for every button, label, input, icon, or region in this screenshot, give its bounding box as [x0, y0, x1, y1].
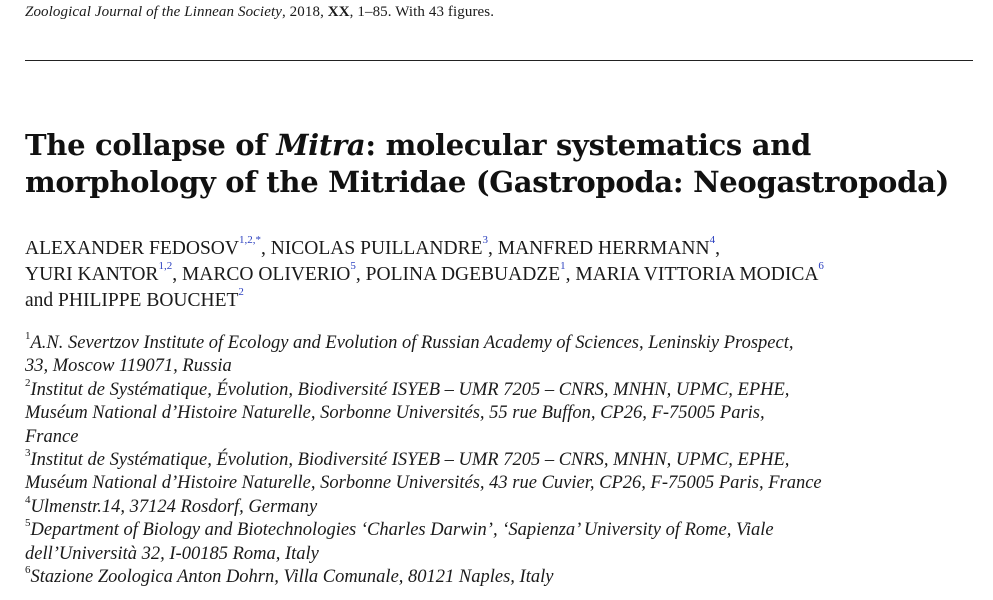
- affiliation-number: 5: [25, 517, 31, 530]
- affiliation-text: Department of Biology and Biotechnologies ‘Charles Darwin’, ‘Sapienza’ University of Rome, Viale: [30, 520, 774, 541]
- title-genus: Mitra: [276, 128, 366, 162]
- header-divider: [25, 60, 973, 61]
- affiliation-text: Stazione Zoologica Anton Dohrn, Villa Comunale, 80121 Naples, Italy: [30, 567, 554, 588]
- title-line-2: morphology of the Mitridae (Gastropoda: Neogastropoda): [25, 165, 949, 199]
- affiliation-list: [25, 332, 985, 589]
- author-list: [25, 236, 985, 314]
- affiliation-text: Muséum National d’Histoire Naturelle, Sorbonne Universités, 55 rue Buffon, CP26, F-75005 Paris,: [25, 403, 765, 424]
- affiliation-number: 3: [25, 447, 31, 460]
- author-affiliation-link[interactable]: 1: [560, 260, 566, 272]
- affiliation-number: 4: [25, 493, 31, 506]
- author-affiliation-link[interactable]: 2: [238, 286, 244, 298]
- affiliation-number: 6: [25, 564, 31, 577]
- affiliation-item: [25, 519, 985, 566]
- title-part-1: The collapse of: [25, 128, 277, 162]
- author-line-2: YURI KANTOR$^{1,2}$, MARCO OLIVERIO$^5$, POLINA DGEBUADZE$^1$, MARIA VITTORIA MODICA$^6$: [25, 260, 824, 285]
- journal-year: , 2018,: [281, 4, 328, 20]
- author-affiliation-link[interactable]: 6: [818, 260, 824, 272]
- affiliation-item: [25, 332, 985, 379]
- affiliation-item: [25, 449, 985, 496]
- affiliation-text: Institut de Systématique, Évolution, Biodiversité ISYEB – UMR 7205 – CNRS, MNHN, UPMC, EPHE,: [30, 450, 790, 471]
- journal-pages: , 1–85. With 43 figures.: [349, 4, 495, 20]
- affiliation-text: Ulmenstr.14, 37124 Rosdorf, Germany: [30, 496, 318, 517]
- author-name: MANFRED HERRMANN: [497, 238, 710, 259]
- author-affiliation-link[interactable]: 3: [482, 234, 489, 246]
- affiliation-text: 33, Moscow 119071, Russia: [25, 356, 232, 377]
- author-affiliation-link[interactable]: 1,2,*: [238, 234, 261, 246]
- author-line-3: [25, 288, 985, 314]
- author-affiliation-link[interactable]: 4: [709, 234, 716, 246]
- affiliation-item: [25, 566, 985, 589]
- author-affiliation-link[interactable]: 1,2: [158, 260, 173, 272]
- affiliation-text: Institut de Systématique, Évolution, Biodiversité ISYEB – UMR 7205 – CNRS, MNHN, UPMC, EPHE,: [30, 379, 790, 400]
- affiliation-text: A.N. Severtzov Institute of Ecology and Evolution of Russian Academy of Sciences, Leninskiy Prospect,: [30, 333, 794, 353]
- affiliation-item: [25, 493, 985, 519]
- affiliation-number: 2: [25, 376, 31, 389]
- author-name: NICOLAS PUILLANDRE: [270, 238, 483, 259]
- affiliation-text: France: [25, 426, 79, 447]
- author-name: YURI KANTOR: [25, 264, 159, 285]
- author-affiliation-link[interactable]: 5: [350, 260, 356, 272]
- author-name: POLINA DGEBUADZE: [365, 264, 561, 285]
- author-name: MARIA VITTORIA MODICA: [575, 264, 819, 285]
- affiliation-item: [25, 376, 985, 449]
- title-part-2: : molecular systematics and: [365, 128, 811, 162]
- affiliation-number: 1: [25, 330, 31, 342]
- title-line-1: [25, 127, 975, 164]
- journal-name: Zoological Journal of the Linnean Society: [25, 4, 282, 20]
- affiliation-text: dell’Università 32, I-00185 Roma, Italy: [25, 543, 319, 564]
- journal-citation-header: [25, 4, 494, 21]
- author-and: and: [25, 290, 59, 311]
- journal-volume: XX: [327, 4, 350, 20]
- article-title: [25, 127, 975, 201]
- author-name: ALEXANDER FEDOSOV: [25, 238, 239, 259]
- affiliation-text: Muséum National d’Histoire Naturelle, Sorbonne Universités, 43 rue Cuvier, CP26, F-75005 Paris, France: [25, 473, 822, 494]
- author-name: PHILIPPE BOUCHET: [58, 290, 239, 311]
- author-name: MARCO OLIVERIO: [181, 264, 351, 285]
- author-line-1: ALEXANDER $FEDOSOV^{1,2,*}$, NICOLAS PUILLANDRE$^3$, MANFRED HERRMANN$^4$,: [25, 234, 720, 259]
